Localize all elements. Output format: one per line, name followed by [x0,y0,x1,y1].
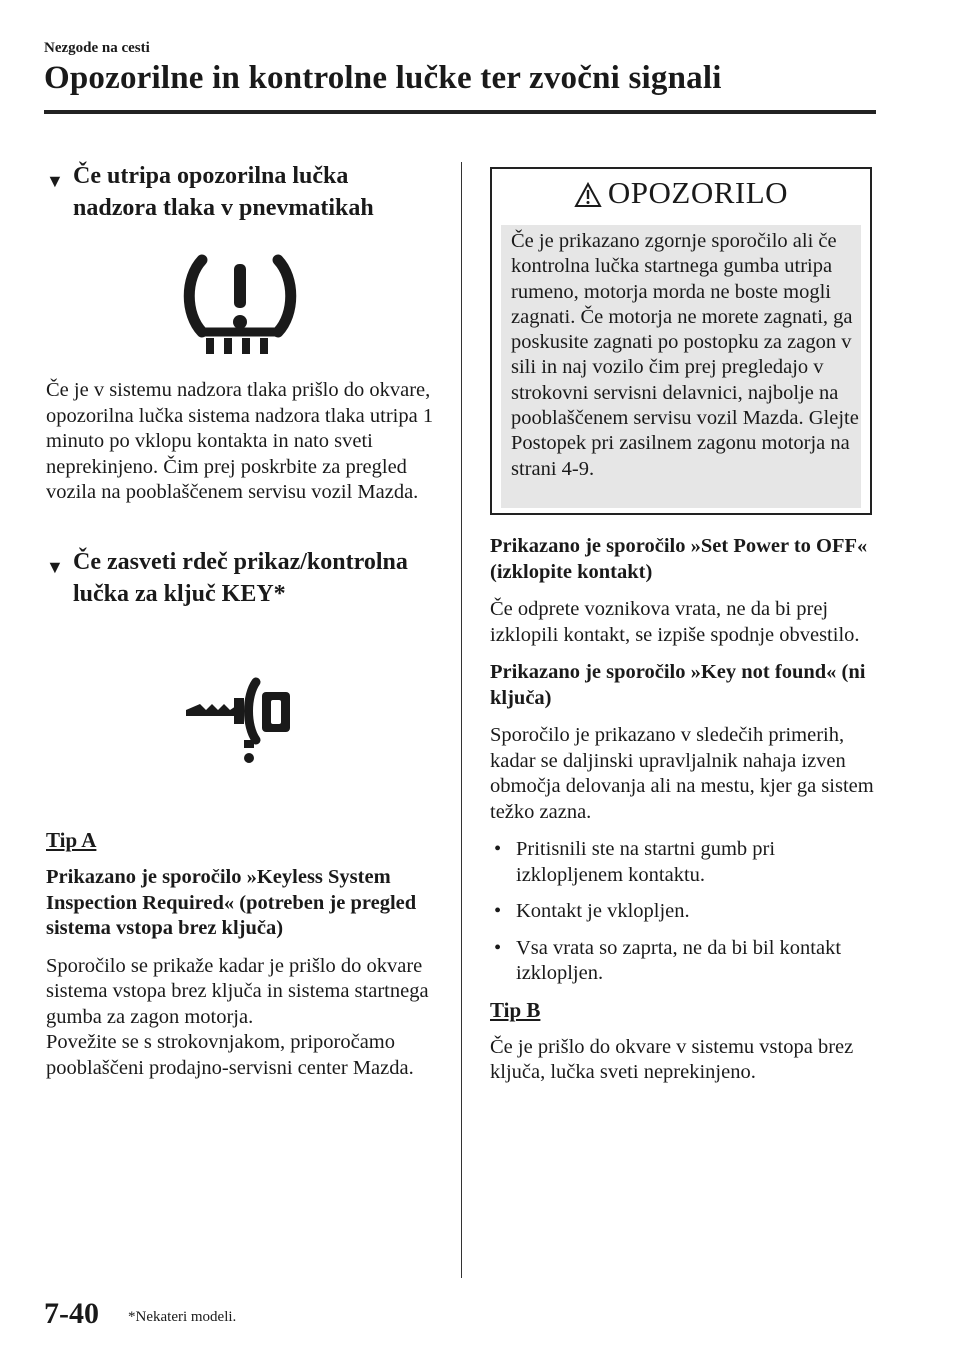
column-divider [461,162,462,1278]
title-rule [44,110,876,114]
section-key-warning [46,546,438,610]
tire-pressure-text: Če je v sistemu nadzora tlaka prišlo do okvare, opozorilna lučka sistema nadzora tlaka utripa 1 minuto po vklopu kontakta in nato sveti neprekinjeno. Čim prej poskrbite za pregled vozila na pooblaščenem servisu vozil Mazda. [46,379,434,503]
breadcrumb: Nezgode na cesti [44,40,150,56]
tip-a-body: Sporočilo se prikaže kadar je prišlo do okvare sistema vstopa brez ključa in sistema startnega gumba za zagon motorja. [46,954,429,1028]
triangle-bullet-icon: ▼ [46,557,64,577]
tip-a-label: Tip A [46,828,97,852]
warning-text: Če je prikazano zgornje sporočilo ali če kontrolna lučka startnega gumba utripa rumeno, motorja morda ne boste mogli zagnati. Če motorja ne morete zagnati, ga poskusite zagnati po postopku za zagon v sili in naj vozilo čim prej pregledajo v strokovni servisni delavnici, najbolje na pooblaščenem servisu vozil Mazda. Glejte Postopek pri zasilnem zagonu motorja na strani 4-9. [511,230,859,480]
warning-triangle-icon [574,182,602,208]
set-power-heading: Prikazano je sporočilo »Set Power to OFF« (izklopite kontakt) [490,535,868,583]
list-item: • Kontakt je vklopljen. [494,900,690,922]
page-number: 7-40 [44,1297,99,1330]
section-heading-tire-pressure: ▼ Če utripa opozorilna lučka nadzora tlaka v pnevmatikah [46,163,374,221]
warning-box [490,167,872,515]
set-power-block [490,534,882,1086]
tip-b-label: Tip B [490,997,541,1022]
section-tire-pressure [46,160,438,224]
key-warning-icon [178,674,298,768]
triangle-bullet-icon: ▼ [46,171,64,191]
list-item: • Vsa vrata so zaprta, ne da bi bil kontakt izklopljen. [494,936,842,984]
tire-pressure-warning-icon [180,254,300,358]
tip-a-subheading: Prikazano je sporočilo »Keyless System Inspection Required« (potreben je pregled sistema vstopa brez ključa) [46,866,417,939]
tip-a-block [46,828,438,1081]
key-not-found-body: Sporočilo je prikazano v sledečih primerih, kadar se daljinski upravljalnik nahaja izven območja delovanja ali na mestu, kjer ga sistem težko zazna. [490,724,874,823]
footnote: *Nekateri modeli. [128,1309,237,1325]
page-title: Opozorilne in kontrolne lučke ter zvočni signali [44,60,722,96]
warning-heading: OPOZORILO [492,175,870,211]
set-power-body: Če odprete voznikova vrata, ne da bi prej izklopili kontakt, se izpiše spodnje obvestilo. [490,598,860,646]
tip-b-body: Če je prišlo do okvare v sistemu vstopa brez ključa, lučka sveti neprekinjeno. [490,1035,854,1083]
warning-content [501,225,861,508]
conditions-list [490,837,882,987]
list-item: • Pritisnili ste na startni gumb pri izklopljenem kontaktu. [494,838,776,886]
tip-a-contact: Povežite se s strokovnjakom, priporočamo pooblaščeni prodajno-servisni center Mazda. [46,1031,414,1079]
key-not-found-heading: Prikazano je sporočilo »Key not found« (ni ključa) [490,661,866,709]
section-heading-key-warning: ▼ Če zasveti rdeč prikaz/kontrolna lučka za ključ KEY* [46,549,408,607]
